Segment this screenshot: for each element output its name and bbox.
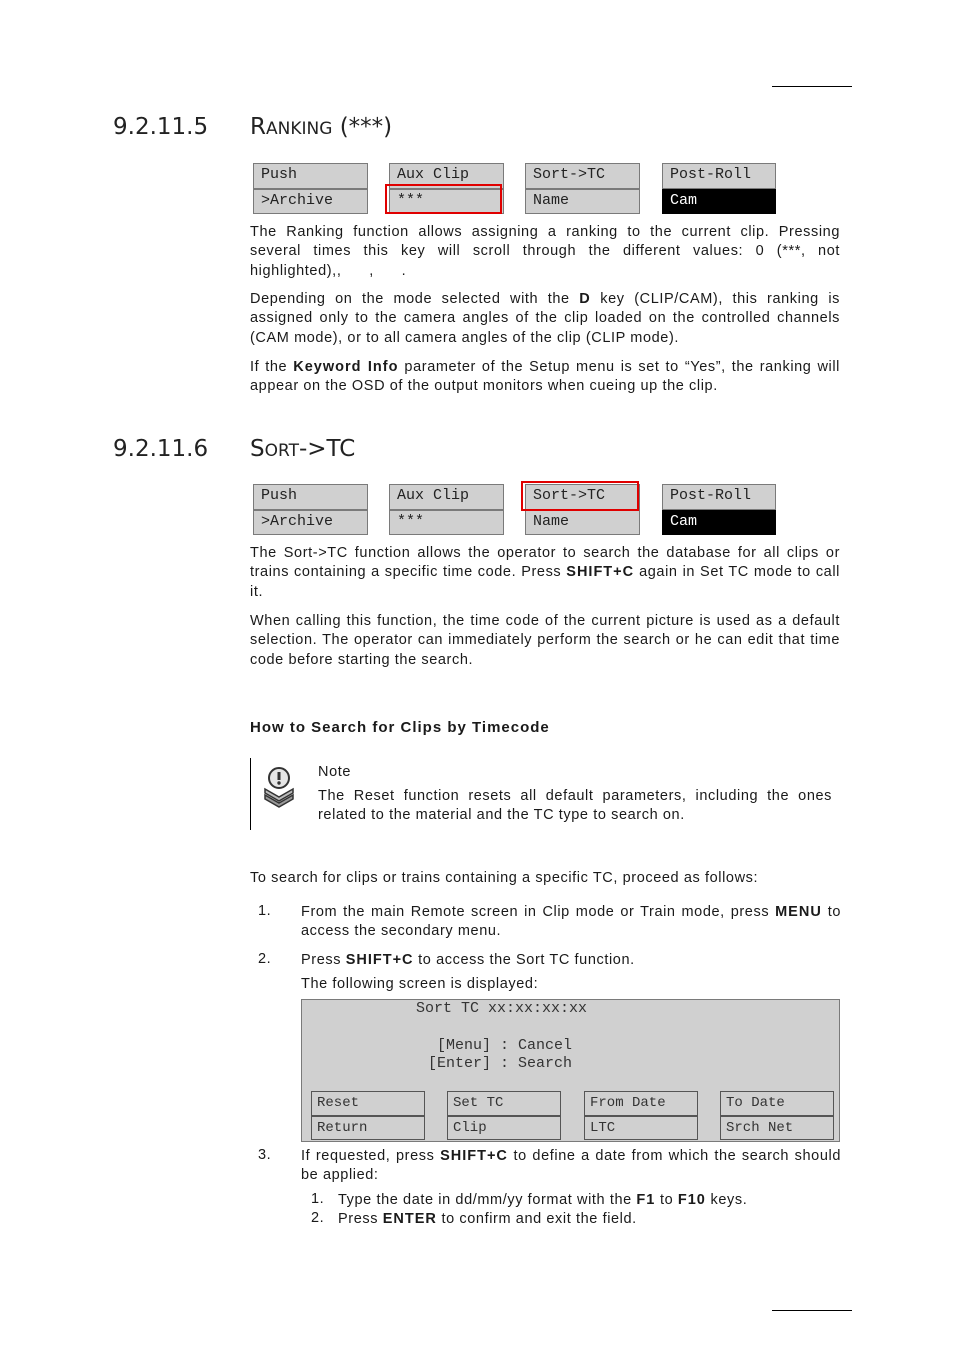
section-number: 9.2.11.6: [113, 436, 209, 462]
fkey-aux-clip[interactable]: Aux Clip: [389, 484, 504, 510]
ranking-paragraph-3: If the Keyword Info parameter of the Setup menu is set to “Yes”, the ranking will appear on the OSD of the output monitors when cueing up the clip.: [250, 359, 841, 395]
note-text: The Reset function resets all default parameters, including the ones related to the material and the TC type to search on.: [318, 788, 832, 824]
step-number: 1.: [258, 903, 272, 919]
sort-paragraph-2: When calling this function, the time code of the current picture is used as a default selection. The operator can immediately perform the search or he can edit that time code before starting the search.: [250, 613, 840, 668]
fkey-name[interactable]: Name: [525, 189, 640, 214]
step-number: 2.: [258, 951, 272, 967]
substep-number: 1.: [311, 1191, 325, 1207]
fkey-push[interactable]: Push: [253, 484, 368, 510]
section-heading-sort-tc: [113, 436, 513, 466]
fkey-ranking[interactable]: ***: [389, 510, 504, 535]
fkey-post-roll[interactable]: Post-Roll: [662, 163, 776, 189]
highlight-box-sort-tc: [521, 481, 639, 511]
footer-rule: [772, 1310, 852, 1311]
note-bar: [250, 758, 251, 830]
fkey-sort-tc[interactable]: Sort->TC: [525, 163, 640, 189]
softkey-from-date[interactable]: From Date: [584, 1091, 698, 1116]
fkey-ranking[interactable]: ***: [389, 189, 504, 214]
softkey-srch-net[interactable]: Srch Net: [720, 1116, 834, 1140]
step-2-text: Press SHIFT+C to access the Sort TC function.: [301, 952, 635, 968]
screen-cancel-line: [Menu] : Cancel: [437, 1037, 573, 1054]
softkey-return[interactable]: Return: [311, 1116, 425, 1140]
substep-number: 2.: [311, 1210, 325, 1226]
softkey-clip[interactable]: Clip: [447, 1116, 561, 1140]
ranking-paragraph-1: The Ranking function allows assigning a ranking to the current clip. Pressing several times this key will scroll through the different values: 0 (***, not highlighted),, , .: [250, 224, 840, 279]
screen-search-line: [Enter] : Search: [428, 1055, 573, 1072]
ranking-paragraph-2: Depending on the mode selected with the D key (CLIP/CAM), this ranking is assigned only to the camera angles of the clip loaded on the controlled channels (CAM mode), or to all camera angles of the clip (CLIP mode).: [250, 291, 840, 346]
section-title: RANKING (***): [250, 114, 393, 140]
substep-2-text: Press ENTER to confirm and exit the field.: [338, 1211, 637, 1227]
fkey-push[interactable]: Push: [253, 163, 368, 189]
fkey-name[interactable]: Name: [525, 510, 640, 535]
howto-heading: How to Search for Clips by Timecode: [250, 719, 550, 736]
header-rule: [772, 86, 852, 87]
screen-title: Sort TC xx:xx:xx:xx: [416, 1000, 588, 1017]
fkey-cam[interactable]: Cam: [662, 189, 776, 214]
section-heading-ranking: [113, 114, 513, 144]
highlight-box-ranking: [385, 184, 502, 214]
fkey-cam[interactable]: Cam: [662, 510, 776, 535]
softkey-to-date[interactable]: To Date: [720, 1091, 834, 1116]
softkey-reset[interactable]: Reset: [311, 1091, 425, 1116]
section-title: SORT->TC: [250, 436, 356, 462]
fkey-archive[interactable]: >Archive: [253, 189, 368, 214]
substep-1-text: Type the date in dd/mm/yy format with the F1 to F10 keys.: [338, 1192, 748, 1208]
softkey-ltc[interactable]: LTC: [584, 1116, 698, 1140]
note-label: Note: [318, 764, 352, 780]
fkey-aux-clip[interactable]: Aux Clip: [389, 163, 504, 189]
howto-intro: To search for clips or trains containing a specific TC, proceed as follows:: [250, 870, 759, 886]
fkey-archive[interactable]: >Archive: [253, 510, 368, 535]
step-number: 3.: [258, 1147, 272, 1163]
sort-tc-screen: [301, 999, 840, 1142]
section-number: 9.2.11.5: [113, 114, 209, 140]
fkey-post-roll[interactable]: Post-Roll: [662, 484, 776, 510]
note-icon: [261, 765, 297, 809]
step-1-text: From the main Remote screen in Clip mode or Train mode, press MENU to access the secondary menu.: [301, 904, 842, 940]
fkey-sort-tc[interactable]: Sort->TC: [525, 484, 640, 510]
step-3-text: If requested, press SHIFT+C to define a date from which the search should be applied:: [301, 1148, 841, 1184]
softkey-set-tc[interactable]: Set TC: [447, 1091, 561, 1116]
sort-paragraph-1: The Sort->TC function allows the operator to search the database for all clips or trains containing a specific time code. Press SHIFT+C again in Set TC mode to call it.: [250, 545, 840, 600]
step-2-extra: The following screen is displayed:: [301, 976, 539, 992]
